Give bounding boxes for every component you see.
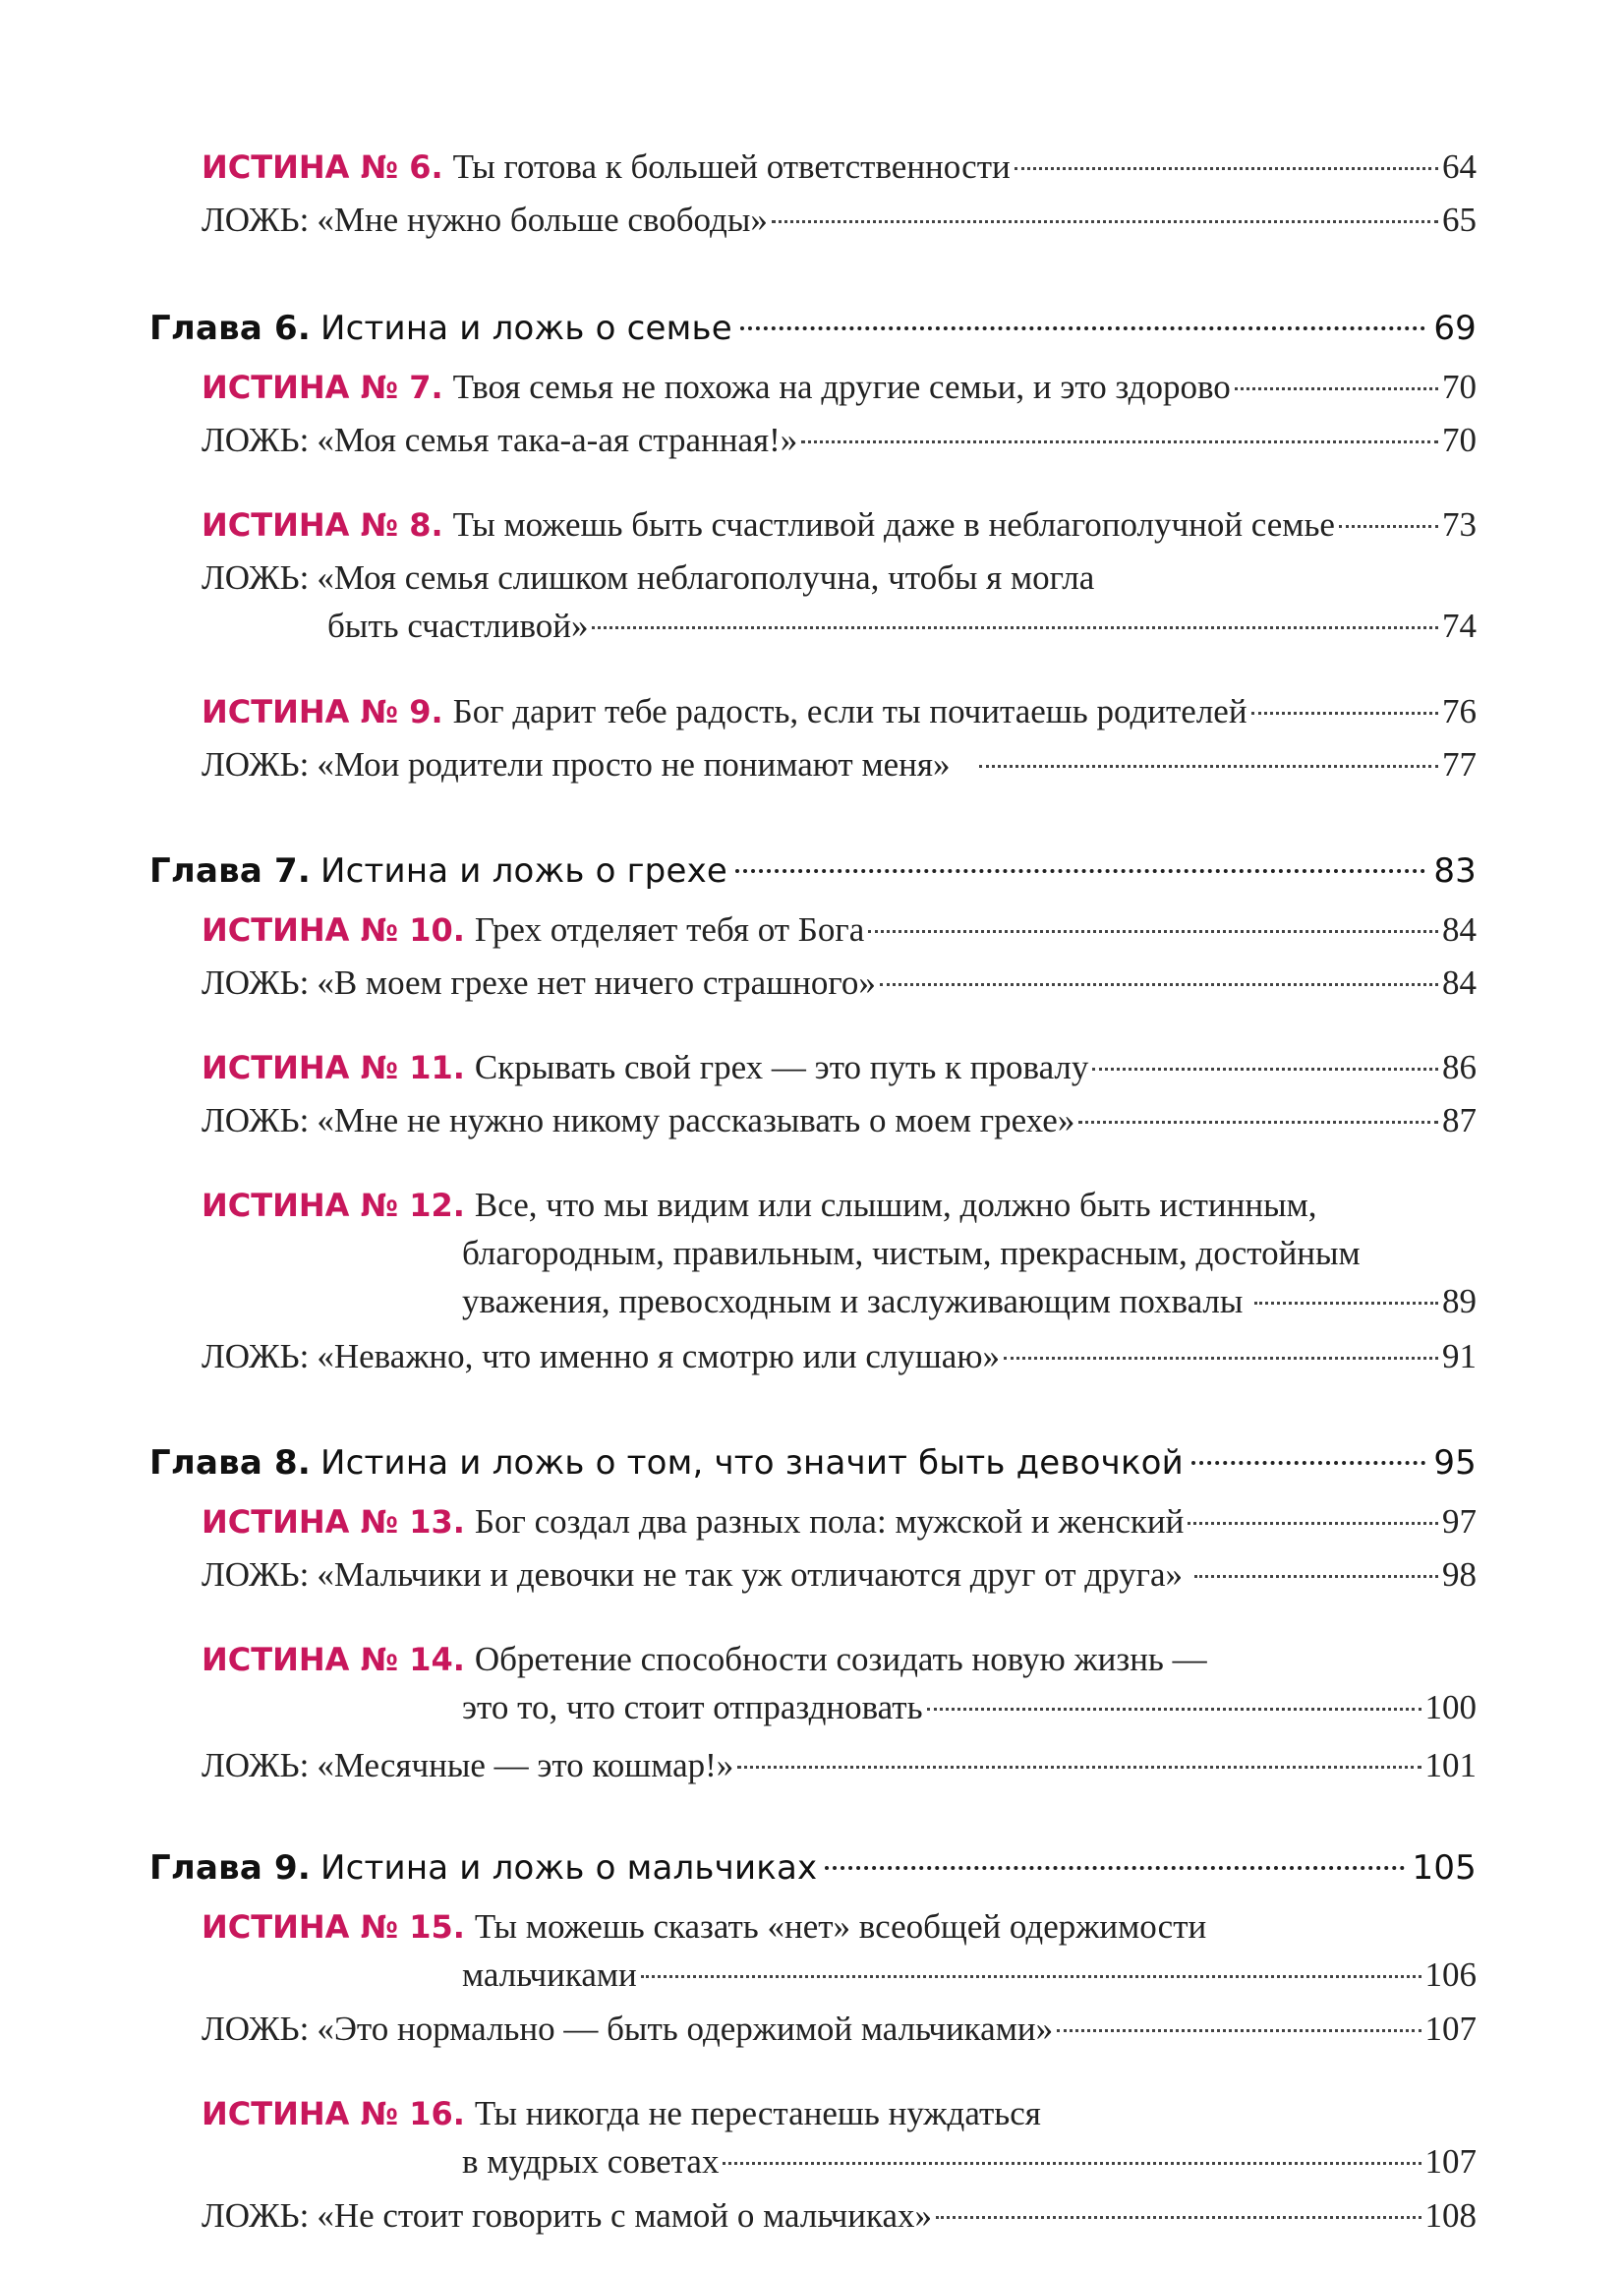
lie-label: ЛОЖЬ: <box>202 1101 310 1139</box>
chapter-title: Истина и ложь о грехе <box>319 851 728 891</box>
page-number: 89 <box>1442 1282 1477 1320</box>
lie-label: ЛОЖЬ: <box>202 558 310 597</box>
dot-leader <box>723 2162 1421 2165</box>
toc-entry-lie <box>202 421 1477 460</box>
entry-text: уважения, превосходным и заслуживающим похвалы <box>462 1282 1244 1320</box>
entry-text: Ты можешь сказать «нет» всеобщей одержимости <box>474 1907 1207 1946</box>
entry-text: Обретение способности созидать новую жизнь — <box>474 1640 1207 1678</box>
lie-label: ЛОЖЬ: <box>202 201 310 239</box>
dot-leader <box>880 983 1438 986</box>
page-number: 100 <box>1424 1688 1477 1726</box>
toc-entry-truth-9 <box>202 692 1477 731</box>
entry-text: быть счастливой» <box>327 607 589 645</box>
page-number: 70 <box>1442 368 1477 406</box>
toc-entry-lie <box>202 963 1477 1003</box>
dot-leader <box>1254 1302 1438 1305</box>
entry-text: мальчиками <box>462 1955 637 1994</box>
chapter-label: Глава 7. <box>149 851 311 891</box>
dot-leader <box>1057 2029 1421 2032</box>
entry-text: «Не стоит говорить с мамой о мальчиках» <box>317 2196 933 2235</box>
entry-text: «Месячные — это кошмар!» <box>317 1746 734 1784</box>
lie-label: ЛОЖЬ: <box>202 1337 310 1375</box>
dot-leader <box>1092 1068 1438 1071</box>
dot-leader <box>927 1708 1421 1711</box>
dot-leader <box>1339 525 1438 528</box>
entry-text: Ты можешь быть счастливой даже в неблагополучной семье <box>452 505 1335 544</box>
toc-entry-truth-continuation <box>462 1955 1477 1995</box>
lie-label: ЛОЖЬ: <box>202 421 310 459</box>
truth-label: ИСТИНА № 12. <box>202 1187 465 1224</box>
entry-text: Все, что мы видим или слышим, должно быть истинным, <box>474 1186 1317 1224</box>
dot-leader <box>1191 1461 1425 1465</box>
truth-label: ИСТИНА № 14. <box>202 1641 465 1678</box>
dot-leader <box>979 765 1438 768</box>
truth-label: ИСТИНА № 9. <box>202 693 443 730</box>
page-number: 98 <box>1442 1555 1477 1594</box>
chapter-label: Глава 9. <box>149 1848 311 1888</box>
entry-text: «Неважно, что именно я смотрю или слушаю» <box>317 1337 1000 1375</box>
toc-entry-truth-12 <box>202 1186 1477 1225</box>
toc-entry-lie <box>202 1555 1477 1595</box>
entry-text: Твоя семья не похожа на другие семьи, и это здорово <box>452 368 1231 406</box>
truth-label: ИСТИНА № 10. <box>202 911 465 949</box>
toc-entry-truth-11 <box>202 1048 1477 1087</box>
chapter-title: Истина и ложь о семье <box>319 309 732 348</box>
dot-leader <box>1235 387 1438 390</box>
entry-text: Бог дарит тебе радость, если ты почитаешь родителей <box>452 692 1247 730</box>
toc-entry-truth-continuation <box>462 1688 1477 1727</box>
page-number: 70 <box>1442 421 1477 459</box>
truth-label: ИСТИНА № 6. <box>202 148 443 186</box>
page-number: 69 <box>1433 309 1477 348</box>
toc-chapter-7 <box>149 851 1477 891</box>
toc-entry-truth-continuation <box>462 2142 1477 2182</box>
truth-label: ИСТИНА № 7. <box>202 369 443 406</box>
dot-leader <box>801 440 1438 443</box>
dot-leader <box>1251 712 1438 715</box>
entry-text: Скрывать свой грех — это путь к провалу <box>474 1048 1089 1086</box>
toc-entry-lie <box>202 745 1477 785</box>
entry-text: благородным, правильным, чистым, прекрасным, достойным <box>462 1234 1361 1272</box>
truth-label: ИСТИНА № 13. <box>202 1503 465 1541</box>
entry-text: «Мне не нужно никому рассказывать о моем грехе» <box>317 1101 1075 1139</box>
entry-text: Ты готова к большей ответственности <box>452 147 1011 186</box>
dot-leader <box>772 220 1438 223</box>
entry-text: «Мальчики и девочки не так уж отличаются друг от друга» <box>317 1555 1184 1594</box>
dot-leader <box>1004 1357 1438 1360</box>
chapter-title: Истина и ложь о мальчиках <box>319 1848 818 1888</box>
dot-leader <box>740 326 1426 330</box>
page-number: 105 <box>1412 1848 1477 1888</box>
page-number: 91 <box>1442 1337 1477 1375</box>
dot-leader <box>1015 167 1438 170</box>
page-number: 77 <box>1442 745 1477 784</box>
page-number: 107 <box>1424 2010 1477 2048</box>
truth-label: ИСТИНА № 8. <box>202 506 443 544</box>
truth-label: ИСТИНА № 11. <box>202 1049 465 1086</box>
page-number: 84 <box>1442 910 1477 949</box>
toc-entry-truth-continuation <box>462 1234 1477 1273</box>
toc-entry-truth-7 <box>202 368 1477 407</box>
toc-entry-truth-6 <box>202 147 1477 187</box>
toc-entry-truth-10 <box>202 910 1477 950</box>
toc-entry-lie <box>202 1101 1477 1140</box>
dot-leader <box>1194 1575 1438 1578</box>
lie-label: ЛОЖЬ: <box>202 1555 310 1594</box>
page-number: 101 <box>1424 1746 1477 1784</box>
toc-entry-truth-14 <box>202 1640 1477 1679</box>
entry-text: в мудрых советах <box>462 2142 720 2181</box>
truth-label: ИСТИНА № 15. <box>202 1908 465 1946</box>
entry-text: это то, что стоит отпраздновать <box>462 1688 923 1726</box>
entry-text: Бог создал два разных пола: мужской и женский <box>474 1502 1185 1541</box>
toc-entry-truth-16 <box>202 2094 1477 2133</box>
dot-leader <box>737 1766 1421 1769</box>
entry-text: «Это нормально — быть одержимой мальчиками» <box>317 2010 1054 2048</box>
page-number: 65 <box>1442 201 1477 239</box>
toc-entry-truth-15 <box>202 1907 1477 1947</box>
entry-text: «Мне нужно больше свободы» <box>317 201 768 239</box>
toc-entry-lie-continuation <box>327 607 1477 646</box>
toc-chapter-9 <box>149 1848 1477 1888</box>
entry-text: «Моя семья така-а-ая странная!» <box>317 421 798 459</box>
entry-text: Грех отделяет тебя от Бога <box>474 910 865 949</box>
dot-leader <box>936 2216 1421 2219</box>
page-number: 74 <box>1442 607 1477 645</box>
page-number: 73 <box>1442 505 1477 544</box>
dot-leader <box>641 1975 1421 1978</box>
toc-chapter-8 <box>149 1443 1477 1483</box>
lie-label: ЛОЖЬ: <box>202 745 310 784</box>
page-number: 108 <box>1424 2196 1477 2235</box>
page-number: 95 <box>1433 1443 1477 1483</box>
page-number: 83 <box>1433 851 1477 891</box>
page-number: 84 <box>1442 963 1477 1002</box>
toc-entry-lie <box>202 558 1477 598</box>
page-number: 76 <box>1442 692 1477 730</box>
lie-label: ЛОЖЬ: <box>202 2196 310 2235</box>
toc-chapter-6 <box>149 309 1477 348</box>
toc-entry-truth-13 <box>202 1502 1477 1542</box>
page-number: 64 <box>1442 147 1477 186</box>
entry-text: «В моем грехе нет ничего страшного» <box>317 963 876 1002</box>
dot-leader <box>1188 1522 1438 1525</box>
toc-entry-lie <box>202 201 1477 240</box>
chapter-label: Глава 6. <box>149 309 311 348</box>
chapter-label: Глава 8. <box>149 1443 311 1483</box>
lie-label: ЛОЖЬ: <box>202 963 310 1002</box>
dot-leader <box>735 869 1425 873</box>
toc-entry-truth-continuation <box>462 1282 1477 1321</box>
dot-leader <box>825 1866 1404 1870</box>
entry-text: Ты никогда не перестанешь нуждаться <box>474 2094 1041 2132</box>
dot-leader <box>868 930 1438 933</box>
dot-leader <box>592 626 1438 629</box>
page-number: 87 <box>1442 1101 1477 1139</box>
toc-entry-lie <box>202 1746 1477 1785</box>
dot-leader <box>1078 1121 1438 1124</box>
page-number: 106 <box>1424 1955 1477 1994</box>
page-number: 107 <box>1424 2142 1477 2181</box>
page-number: 86 <box>1442 1048 1477 1086</box>
entry-text: «Мои родители просто не понимают меня» <box>317 745 951 784</box>
toc-entry-truth-8 <box>202 505 1477 545</box>
toc-entry-lie <box>202 1337 1477 1376</box>
entry-text: «Моя семья слишком неблагополучна, чтобы я могла <box>317 558 1095 597</box>
page-number: 97 <box>1442 1502 1477 1541</box>
chapter-title: Истина и ложь о том, что значит быть девочкой <box>319 1443 1184 1483</box>
toc-entry-lie <box>202 2196 1477 2236</box>
lie-label: ЛОЖЬ: <box>202 1746 310 1784</box>
lie-label: ЛОЖЬ: <box>202 2010 310 2048</box>
toc-entry-lie <box>202 2010 1477 2049</box>
truth-label: ИСТИНА № 16. <box>202 2095 465 2132</box>
